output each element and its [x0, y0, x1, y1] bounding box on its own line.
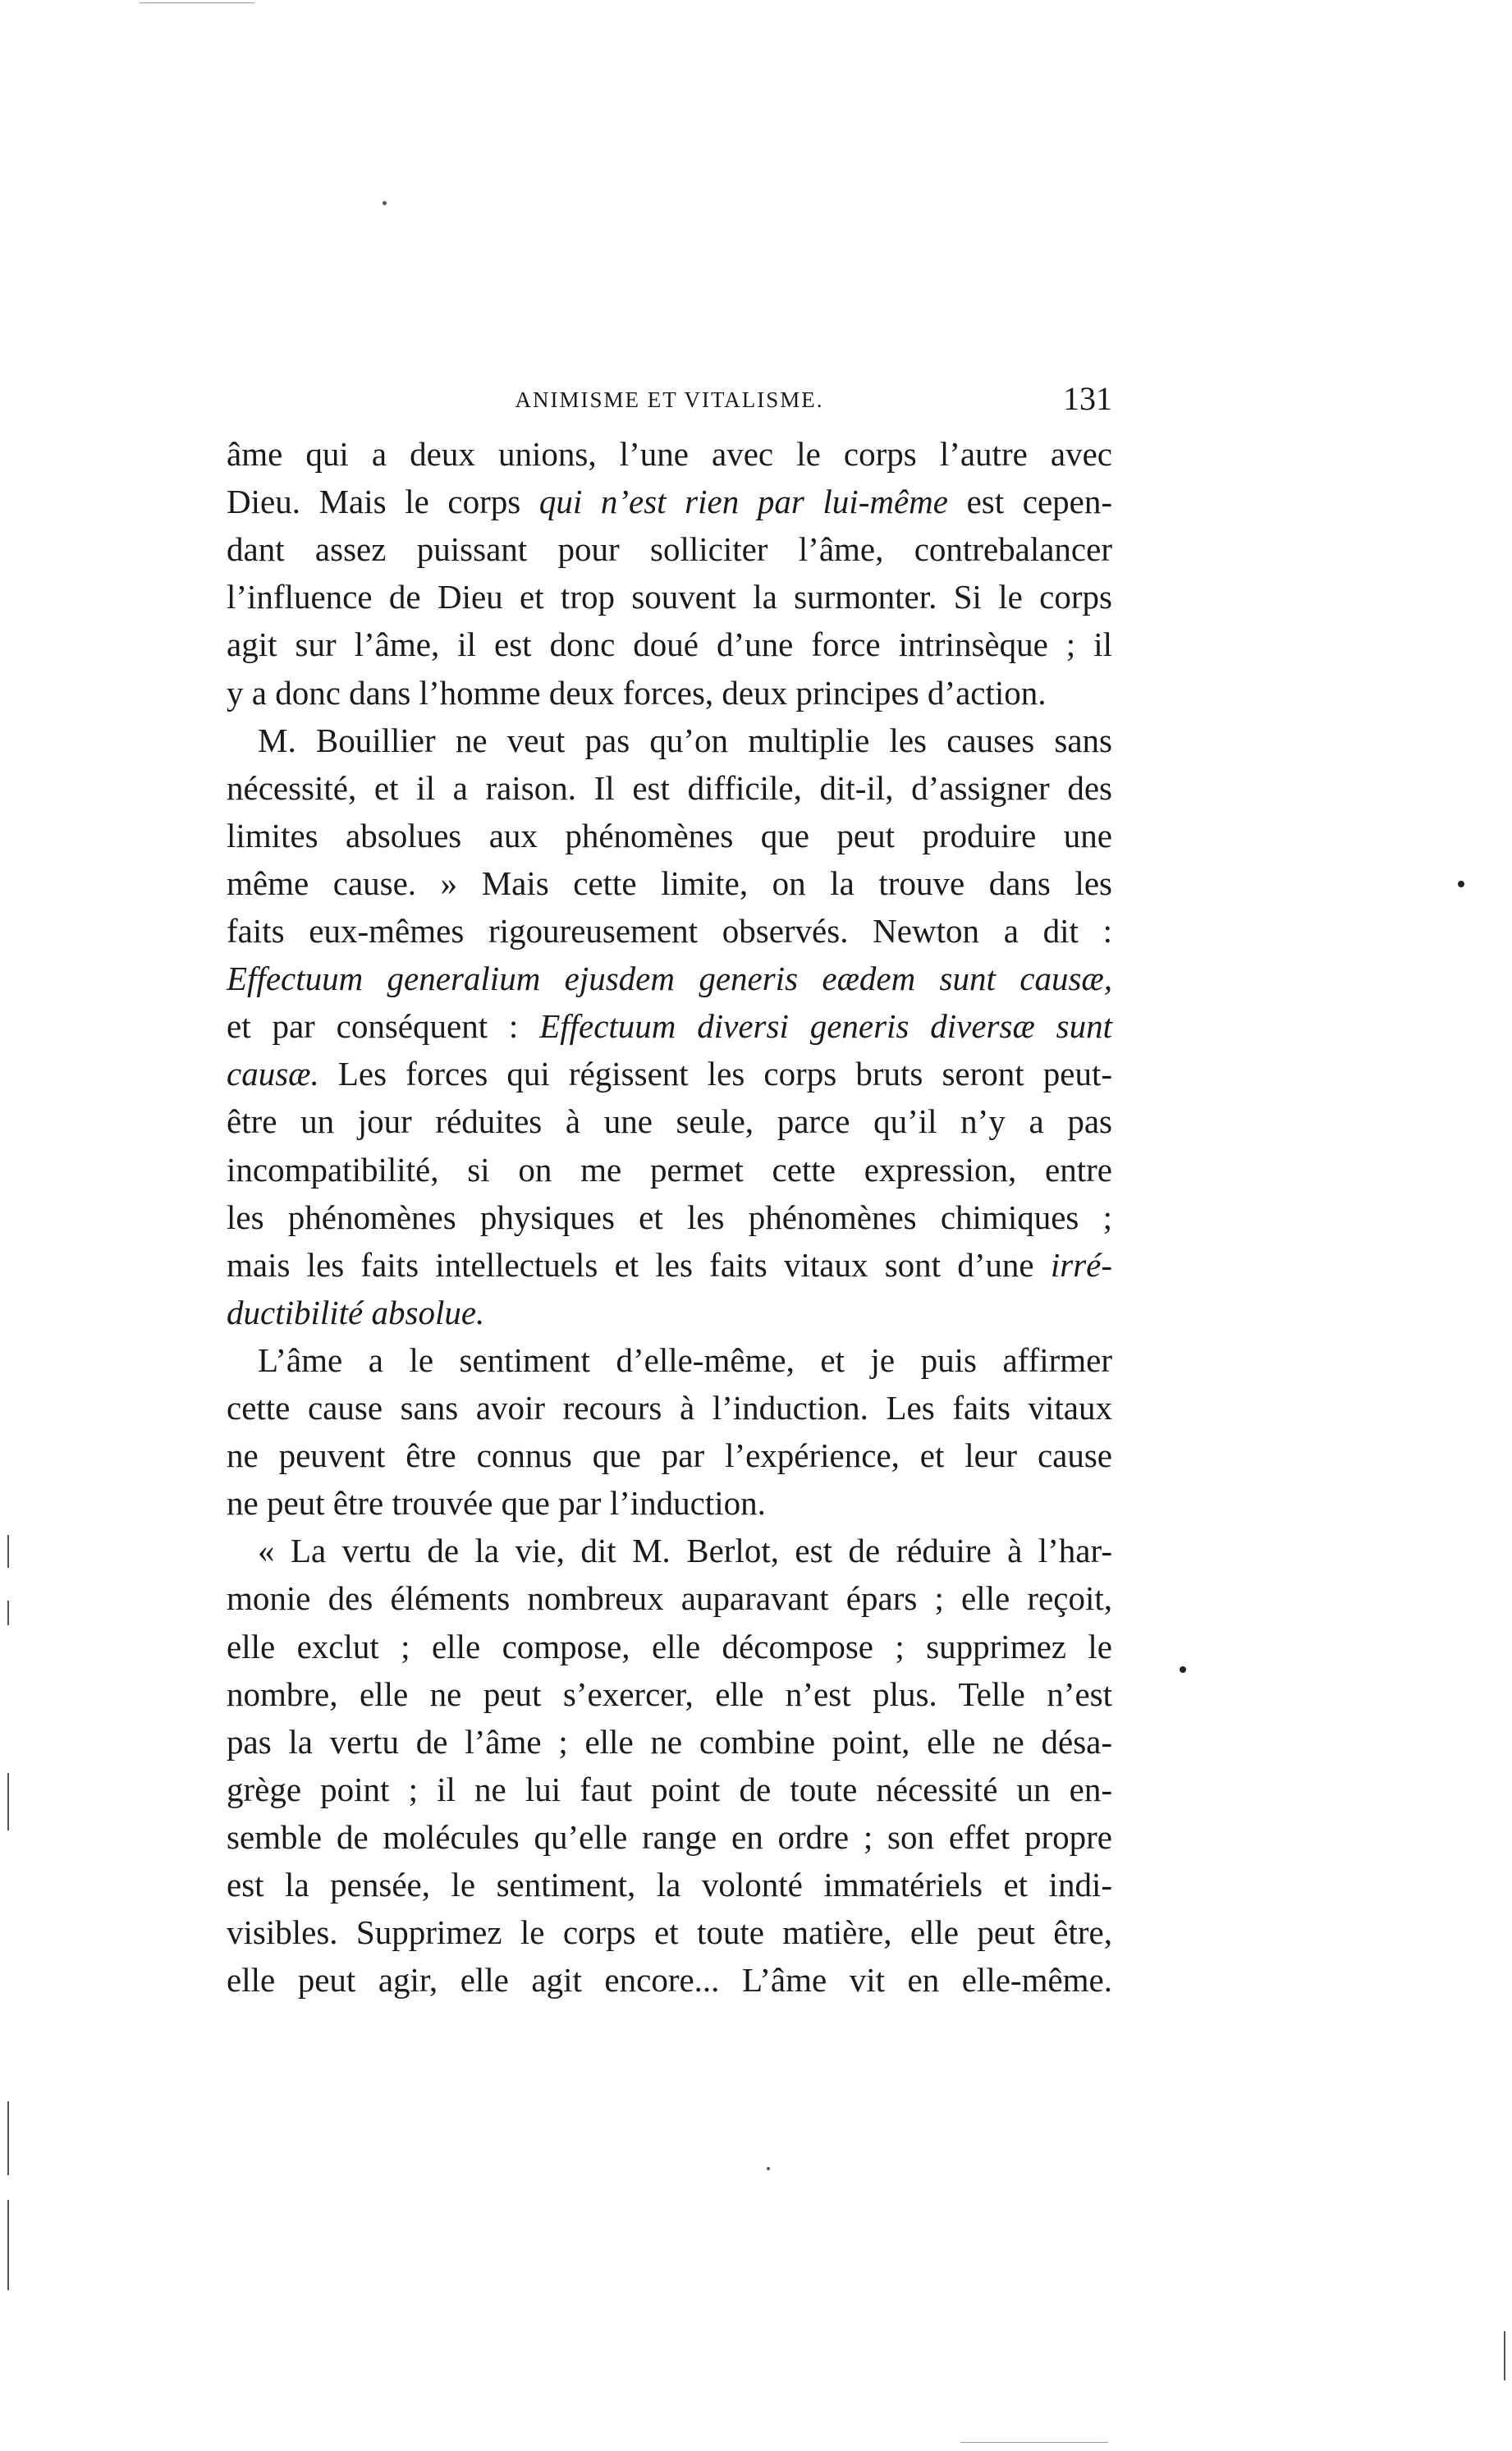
italic-text: causæ. — [227, 1055, 319, 1093]
text-segment: M. Bouillier ne veut pas qu’on multiplie les causes sans — [258, 721, 1112, 759]
text-line — [227, 1146, 1112, 1193]
text-line — [227, 1384, 1112, 1432]
text-segment: visibles. Supprimez le corps et toute matière, elle peut être, — [227, 1913, 1112, 1952]
text-segment: l’influence de Dieu et trop souvent la surmonter. Si le corps — [227, 578, 1112, 616]
text-line — [227, 1766, 1112, 1813]
text-segment: monie des éléments nombreux auparavant épars ; elle reçoit, — [227, 1579, 1112, 1618]
text-segment: elle peut agir, elle agit encore... L’âme vit en elle-même. — [227, 1961, 1112, 2000]
text-line — [227, 764, 1112, 812]
text-line — [227, 1527, 1112, 1574]
text-segment: même cause. » Mais cette limite, on la trouve dans les — [227, 864, 1112, 902]
text-segment: pas la vertu de l’âme ; elle ne combine point, elle ne désa- — [227, 1722, 1112, 1761]
scan-edge-line — [7, 1773, 9, 1830]
text-segment: limites absolues aux phénomènes que peut produire une — [227, 816, 1112, 854]
text-segment: agit sur l’âme, il est donc doué d’une force intrinsèque ; il — [227, 625, 1112, 664]
text-line — [227, 812, 1112, 859]
text-segment: incompatibilité, si on me permet cette expression, entre — [227, 1150, 1112, 1189]
text-line — [227, 1718, 1112, 1766]
text-line — [227, 621, 1112, 668]
text-line — [227, 1097, 1112, 1145]
text-line — [227, 955, 1112, 1002]
text-segment: ne peut être trouvée que par l’induction. — [227, 1484, 766, 1523]
page-number: 131 — [1063, 380, 1112, 417]
scan-speck — [383, 201, 387, 205]
text-line — [227, 717, 1112, 764]
text-segment: est la pensée, le sentiment, la volonté immatériels et indi- — [227, 1866, 1112, 1904]
text-line — [227, 859, 1112, 907]
text-segment: semble de molécules qu’elle range en ordre ; son effet propre — [227, 1817, 1112, 1856]
text-line — [227, 1574, 1112, 1622]
italic-text: ductibilité absolue. — [227, 1293, 485, 1331]
text-line — [227, 1289, 1112, 1336]
text-line — [227, 1623, 1112, 1670]
text-segment: dant assez puissant pour solliciter l’âme, contrebalancer — [227, 530, 1112, 569]
text-line — [227, 1670, 1112, 1718]
text-segment: elle exclut ; elle compose, elle décompose ; supprimez le — [227, 1627, 1112, 1665]
scan-edge-line — [7, 2241, 9, 2290]
italic-text: Effectuum generalium ejusdem generis eædem sunt causæ, — [227, 960, 1112, 998]
scan-edge-line — [140, 2, 254, 3]
text-segment: cette cause sans avoir recours à l’induction. Les faits vitaux — [227, 1389, 1112, 1427]
text-line — [227, 1479, 1112, 1527]
text-line — [227, 1908, 1112, 1956]
text-line — [227, 1002, 1112, 1050]
text-segment: les phénomènes physiques et les phénomènes chimiques ; — [227, 1198, 1112, 1236]
text-segment: ne peuvent être connus que par l’expérience, et leur cause — [227, 1436, 1112, 1475]
scan-edge-line — [1504, 2331, 1505, 2380]
text-segment: grège point ; il ne lui faut point de toute nécessité un en- — [227, 1770, 1112, 1808]
text-line — [227, 430, 1112, 478]
text-line — [227, 1241, 1112, 1289]
text-segment: faits eux-mêmes rigoureusement observés. Newton a dit : — [227, 912, 1112, 950]
italic-text: irré- — [1050, 1245, 1112, 1284]
text-line — [227, 1193, 1112, 1241]
text-segment: mais les faits intellectuels et les faits vitaux sont d’une — [227, 1245, 1051, 1284]
text-line — [227, 478, 1112, 525]
italic-text: Effectuum diversi generis diversæ sunt — [539, 1007, 1112, 1046]
text-segment: Les forces qui régissent les corps bruts seront peut- — [318, 1055, 1112, 1093]
text-line — [227, 907, 1112, 955]
text-line — [227, 669, 1112, 717]
running-header — [227, 379, 1112, 420]
text-segment: nécessité, et il a raison. Il est difficile, dit-il, d’assigner des — [227, 768, 1112, 807]
scan-edge-line — [7, 2101, 9, 2175]
italic-text: qui n’est rien par lui-même — [538, 483, 948, 521]
text-line — [227, 1432, 1112, 1479]
text-segment: nombre, elle ne peut s’exercer, elle n’est plus. Telle n’est — [227, 1674, 1112, 1713]
text-line — [227, 573, 1112, 621]
text-line — [227, 1861, 1112, 1908]
running-title: ANIMISME ET VITALISME. — [515, 387, 824, 412]
text-line — [227, 1050, 1112, 1097]
scan-speck — [1458, 881, 1464, 887]
text-segment: est cepen- — [947, 483, 1113, 521]
text-segment: être un jour réduites à une seule, parce qu’il n’y a pas — [227, 1102, 1112, 1141]
scan-speck — [767, 2167, 770, 2170]
text-segment: L’âme a le sentiment d’elle-même, et je puis affirmer — [258, 1340, 1112, 1379]
text-segment: âme qui a deux unions, l’une avec le corps l’autre avec — [227, 435, 1112, 473]
scan-edge-line — [960, 2442, 1108, 2443]
text-segment: y a donc dans l’homme deux forces, deux principes d’action. — [227, 673, 1047, 712]
scan-edge-line — [7, 1601, 9, 1625]
text-segment: « La vertu de la vie, dit M. Berlot, est de réduire à l’har- — [258, 1532, 1112, 1570]
text-segment: Dieu. Mais le corps — [227, 483, 539, 521]
text-line — [227, 1336, 1112, 1384]
scan-speck — [1180, 1666, 1186, 1673]
text-line — [227, 1813, 1112, 1861]
scan-edge-line — [7, 1535, 9, 1568]
text-segment: et par conséquent : — [227, 1007, 540, 1046]
text-line — [227, 525, 1112, 573]
text-line — [227, 1956, 1112, 2004]
